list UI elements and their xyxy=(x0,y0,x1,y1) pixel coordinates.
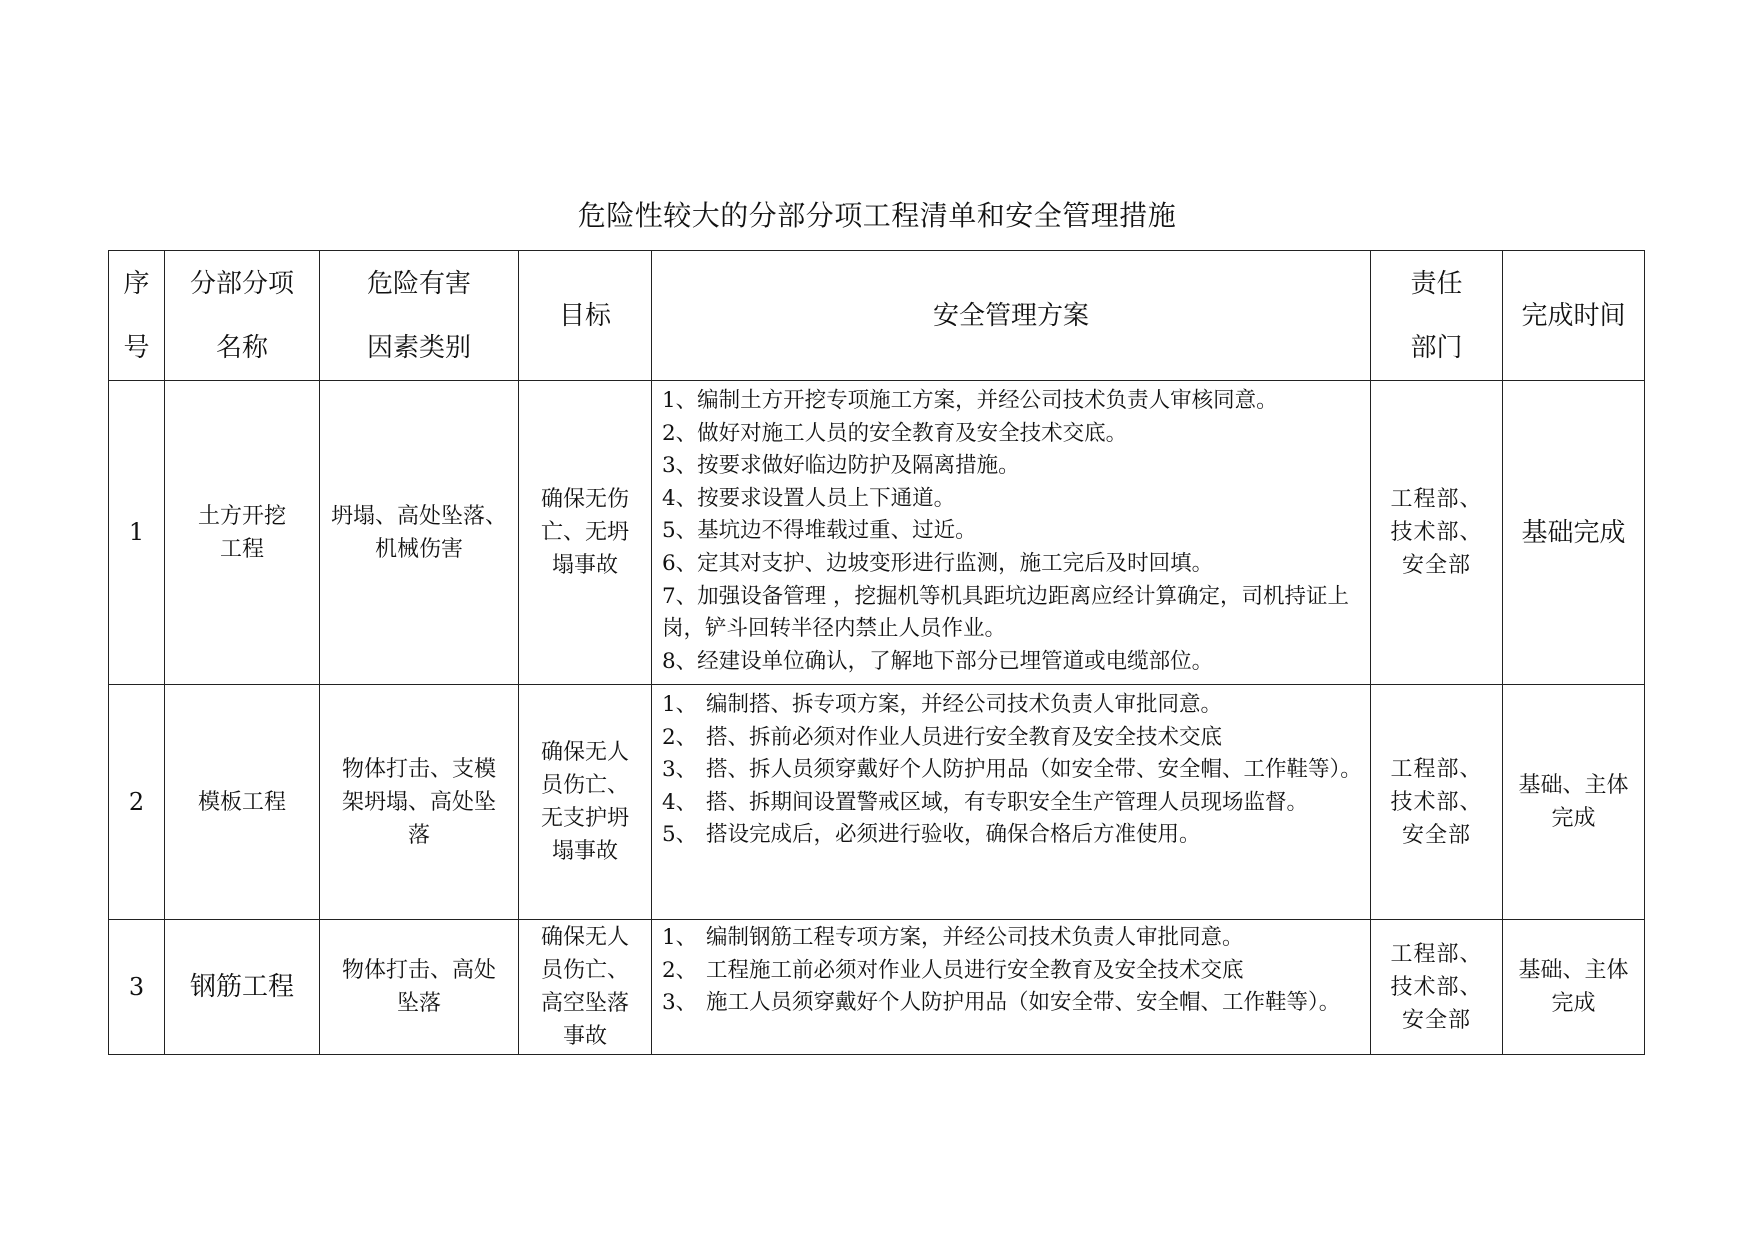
header-name: 分部分项 名称 xyxy=(165,251,320,381)
cell-time-line: 完成 xyxy=(1551,991,1596,1016)
cell-target-line: 确保无人 xyxy=(540,740,629,765)
cell-time-line: 基础、主体 xyxy=(1518,773,1629,798)
table-row xyxy=(109,685,1645,920)
cell-name-line: 工程 xyxy=(219,536,264,562)
cell-plan xyxy=(652,685,1371,920)
plan-item-text: 施工人员须穿戴好个人防护用品（如安全带、安全帽、工作鞋等）。 xyxy=(706,990,1341,1016)
cell-seq: 1 xyxy=(109,381,165,685)
plan-item xyxy=(662,722,1362,755)
cell-dept-line: 工程部、 xyxy=(1390,487,1483,512)
hazard-project-table xyxy=(108,250,1645,1055)
cell-plan xyxy=(652,920,1371,1055)
plan-item-number: 2、 xyxy=(662,724,698,750)
header-target: 目标 xyxy=(519,251,652,381)
cell-dept xyxy=(1371,920,1503,1055)
cell-target-line: 塌事故 xyxy=(551,553,618,578)
cell-name xyxy=(165,685,320,920)
plan-item: 8、经建设单位确认，了解地下部分已埋管道或电缆部位。 xyxy=(662,648,1214,674)
plan-item-number: 2、 xyxy=(662,957,698,983)
plan-item-text: 搭、拆人员须穿戴好个人防护用品（如安全带、安全帽、工作鞋等）。 xyxy=(706,757,1362,783)
header-hazard: 危险有害 因素类别 xyxy=(320,251,519,381)
cell-hazard-line: 架坍塌、高处坠 xyxy=(341,789,496,815)
plan-item xyxy=(662,987,1362,1020)
cell-time-line: 完成 xyxy=(1551,806,1596,831)
plan-item: 1、编制土方开挖专项施工方案，并经公司技术负责人审核同意。 xyxy=(662,388,1278,413)
cell-name xyxy=(165,381,320,685)
plan-item-text: 搭设完成后，必须进行验收，确保合格后方准使用。 xyxy=(706,822,1201,848)
cell-target-line: 事故 xyxy=(562,1024,607,1049)
cell-dept-line: 工程部、 xyxy=(1390,756,1483,782)
plan-item-number: 3、 xyxy=(662,757,698,783)
cell-dept xyxy=(1371,381,1503,685)
plan-item xyxy=(662,819,1362,852)
table-header-row xyxy=(109,251,1645,381)
plan-item-number: 1、 xyxy=(662,692,698,717)
table-row xyxy=(109,381,1645,685)
cell-time-line: 基础完成 xyxy=(1521,517,1626,548)
document-title: 危险性较大的分部分项工程清单和安全管理措施 xyxy=(577,199,1177,232)
cell-time xyxy=(1503,381,1645,685)
cell-target-line: 无支护坍 xyxy=(540,806,629,831)
cell-target-line: 员伤亡、 xyxy=(540,958,629,983)
header-seq: 序 号 xyxy=(109,251,165,381)
plan-item-text: 搭、拆期间设置警戒区域，有专职安全生产管理人员现场监督。 xyxy=(706,789,1309,815)
plan-item-text: 搭、拆前必须对作业人员进行安全教育及安全技术交底 xyxy=(706,724,1223,750)
plan-item xyxy=(662,955,1362,988)
cell-target xyxy=(519,685,652,920)
cell-time-line: 基础、主体 xyxy=(1518,958,1629,983)
cell-dept-line: 技术部、 xyxy=(1390,520,1483,545)
plan-item xyxy=(662,787,1362,820)
cell-hazard xyxy=(320,381,519,685)
cell-dept-line: 技术部、 xyxy=(1390,789,1483,815)
plan-item-text: 编制搭、拆专项方案，并经公司技术负责人审批同意。 xyxy=(706,692,1223,717)
header-dept: 责任 部门 xyxy=(1371,251,1503,381)
cell-time xyxy=(1503,920,1645,1055)
cell-target-line: 员伤亡、 xyxy=(540,773,629,798)
cell-name-line: 钢筋工程 xyxy=(189,972,294,1002)
cell-target-line: 高空坠落 xyxy=(540,991,629,1016)
plan-item-number: 3、 xyxy=(662,990,698,1016)
plan-item-number: 1、 xyxy=(662,925,698,950)
cell-dept-line: 工程部、 xyxy=(1390,941,1483,967)
cell-plan xyxy=(652,381,1371,685)
plan-item-number: 5、 xyxy=(662,822,698,848)
plan-item-text: 工程施工前必须对作业人员进行安全教育及安全技术交底 xyxy=(706,957,1244,983)
plan-item: 2、做好对施工人员的安全教育及安全技术交底。 xyxy=(662,420,1128,446)
cell-dept-line: 技术部、 xyxy=(1390,974,1483,1000)
cell-hazard-line: 机械伤害 xyxy=(374,536,463,562)
cell-hazard-line: 物体打击、高处 xyxy=(341,958,496,983)
plan-item-number: 4、 xyxy=(662,789,698,815)
plan-item: 7、加强设备管理 ，挖掘机等机具距坑边距离应经计算确定，司机持证上岗，铲斗回转半径内禁止人员作业。 xyxy=(662,583,1350,642)
table-row xyxy=(109,920,1645,1055)
plan-item xyxy=(662,754,1362,787)
cell-hazard xyxy=(320,920,519,1055)
table-body xyxy=(109,381,1645,1055)
cell-hazard-line: 坍塌、高处坠落、 xyxy=(330,503,507,529)
cell-hazard-line: 落 xyxy=(407,822,430,848)
cell-dept-line: 安全部 xyxy=(1401,1007,1471,1033)
cell-name xyxy=(165,920,320,1055)
plan-item: 4、按要求设置人员上下通道。 xyxy=(662,485,956,511)
plan-item: 5、基坑边不得堆载过重、过近。 xyxy=(662,518,977,544)
cell-target xyxy=(519,920,652,1055)
cell-seq: 3 xyxy=(109,920,165,1055)
plan-item-text: 编制钢筋工程专项方案，并经公司技术负责人审批同意。 xyxy=(706,925,1244,950)
cell-dept-line: 安全部 xyxy=(1401,553,1471,578)
header-plan: 安全管理方案 xyxy=(652,251,1371,381)
cell-dept-line: 安全部 xyxy=(1401,822,1471,848)
cell-target-line: 确保无伤 xyxy=(540,487,629,512)
plan-item: 6、定其对支护、边坡变形进行监测，施工完后及时回填。 xyxy=(662,550,1214,576)
cell-target-line: 塌事故 xyxy=(551,839,618,864)
cell-time xyxy=(1503,685,1645,920)
plan-item xyxy=(662,689,1362,722)
cell-hazard-line: 物体打击、支模 xyxy=(341,756,496,782)
cell-hazard xyxy=(320,685,519,920)
cell-name-line: 土方开挖 xyxy=(197,503,286,529)
cell-target-line: 确保无人 xyxy=(540,925,629,950)
cell-hazard-line: 坠落 xyxy=(396,991,441,1016)
cell-target-line: 亡、无坍 xyxy=(540,520,629,545)
plan-item xyxy=(662,922,1362,955)
header-time: 完成时间 xyxy=(1503,251,1645,381)
cell-name-line: 模板工程 xyxy=(197,789,286,815)
plan-item: 3、按要求做好临边防护及隔离措施。 xyxy=(662,453,1020,479)
cell-dept xyxy=(1371,685,1503,920)
cell-target xyxy=(519,381,652,685)
cell-seq: 2 xyxy=(109,685,165,920)
